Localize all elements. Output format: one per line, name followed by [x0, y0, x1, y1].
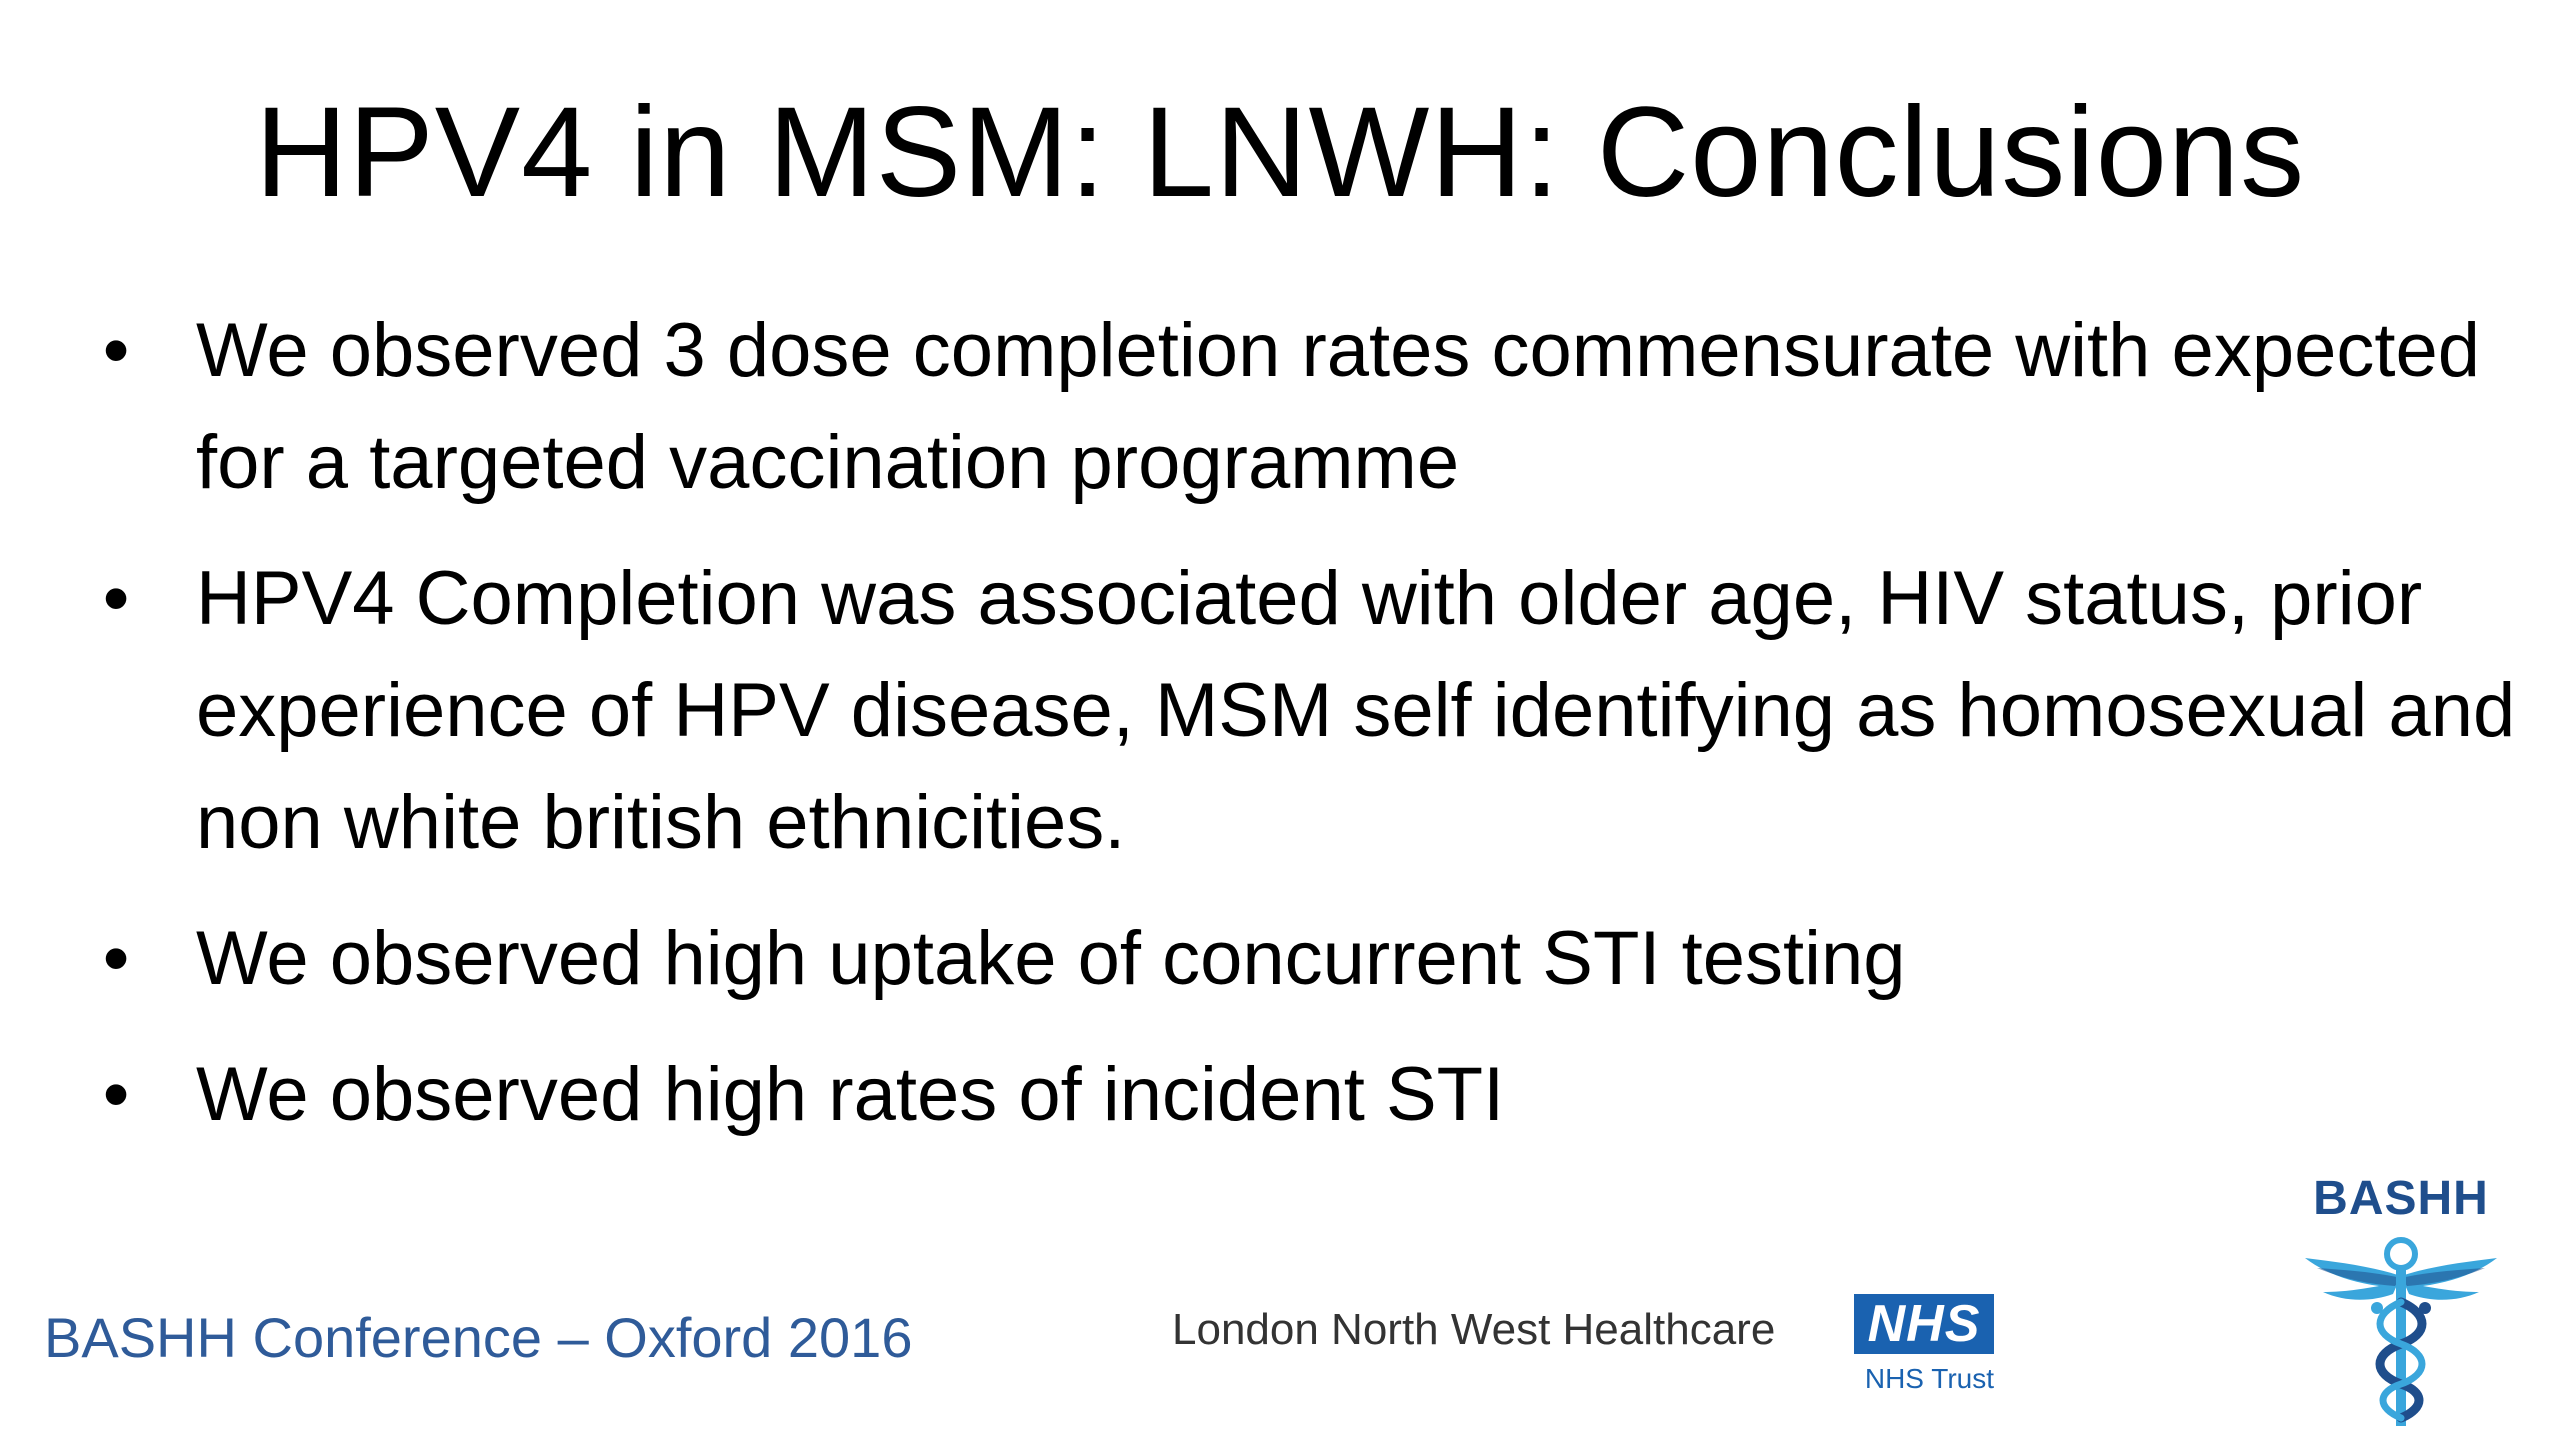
bashh-logo-text: BASHH — [2313, 1172, 2489, 1225]
bullet-item — [96, 295, 2536, 519]
bullet-marker: • — [102, 308, 130, 393]
bullet-text: We observed high uptake of concurrent STI testing — [196, 916, 1906, 1001]
bullet-text: We observed high rates of incident STI — [196, 1052, 1505, 1137]
conference-footer: BASHH Conference – Oxford 2016 — [44, 1306, 913, 1369]
bullet-list — [96, 295, 2536, 1175]
bullet-text: We observed 3 dose completion rates commensurate with expected for a targeted vaccination programme — [196, 308, 2481, 505]
nhs-org-name: London North West Healthcare — [1172, 1305, 1776, 1354]
nhs-trust-logo — [1172, 1290, 2002, 1400]
slide-title: HPV4 in MSM: LNWH: Conclusions — [254, 81, 2306, 224]
bullet-item — [96, 1039, 2536, 1151]
bashh-logo — [2286, 1170, 2516, 1430]
bullet-text: HPV4 Completion was associated with older age, HIV status, prior experience of HPV disease, MSM self identifying as homosexual and non white british ethnicities. — [196, 556, 2516, 865]
bullet-item — [96, 903, 2536, 1015]
nhs-trust-label: NHS Trust — [1864, 1363, 1994, 1394]
bullet-marker: • — [102, 556, 130, 641]
bullet-marker: • — [102, 916, 130, 1001]
nhs-logo-badge: NHS — [1854, 1294, 1994, 1354]
caduceus-icon — [2301, 1232, 2501, 1428]
bullet-item — [96, 543, 2536, 879]
bullet-marker: • — [102, 1052, 130, 1137]
